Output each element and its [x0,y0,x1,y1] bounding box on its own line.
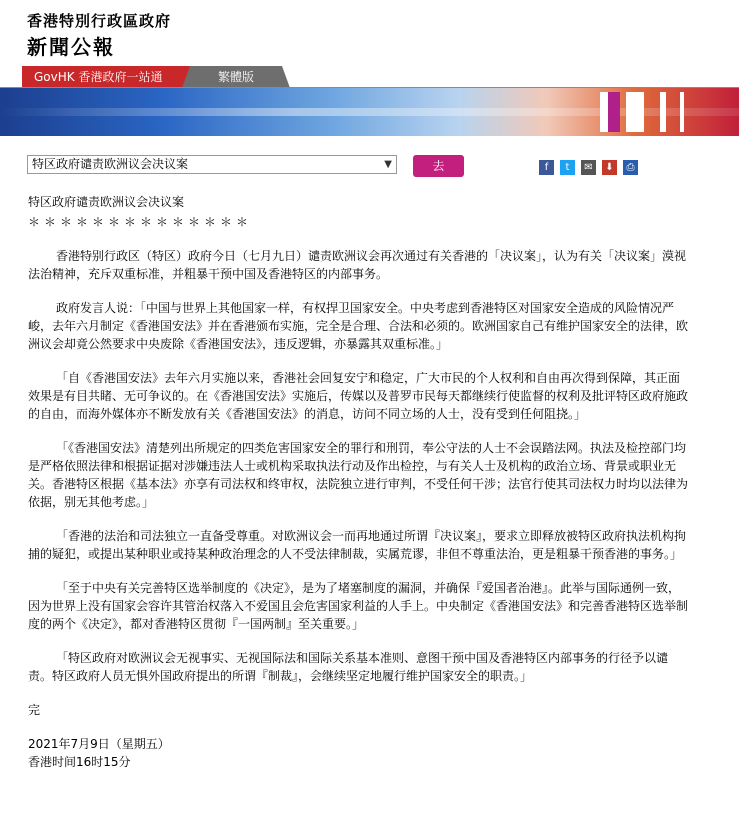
article-paragraph: 政府发言人说：「中国与世界上其他国家一样，有权捍卫国家安全。中央考虑到香港特区对国家安全造成的风险情况严峻，去年六月制定《香港国安法》并在香港颁布实施，完全是合理、合法和必须的。欧洲国家自己有维护国家安全的法律，欧洲议会却竟公然要求中央废除《香港国安法》，违反逻辑，亦暴露其双重标准。」 [28,301,689,351]
selected-title: 特区政府谴责欧洲议会决议案 [32,157,189,171]
article-body [28,193,688,771]
banner-block [680,92,684,132]
banner-block [608,92,620,132]
banner-block [626,92,644,132]
go-button[interactable]: 去 [413,155,464,177]
star-divider: ＊＊＊＊＊＊＊＊＊＊＊＊＊＊ [28,215,253,229]
release-time: 香港时间16时15分 [28,755,131,769]
traditional-chinese-link[interactable]: 繁體版 [190,66,282,88]
section-title: 新聞公報 [27,35,115,59]
twitter-icon[interactable]: t [560,160,575,175]
top-nav [0,66,739,88]
article-paragraph: 香港特别行政区（特区）政府今日（七月九日）谴责欧洲议会再次通过有关香港的「决议案」，认为有关「决议案」漠视法治精神，充斥双重标准，并粗暴干预中国及香港特区的内部事务。 [28,249,687,281]
press-release-select[interactable] [27,155,397,174]
chevron-down-icon: ▼ [384,159,392,170]
article-paragraph: 「香港的法治和司法独立一直备受尊重。对欧洲议会一而再地通过所谓『决议案』，要求立即释放被特区政府执法机构拘捕的疑犯，或提出某种职业或持某种政治理念的人不受法律制裁，实属荒谬，非但不尊重法治，更是粗暴干预香港的事务。」 [28,529,687,561]
govhk-link[interactable]: GovHK 香港政府一站通 [22,66,190,88]
banner-block [660,92,666,132]
banner-block [600,92,608,132]
article-paragraph: 「至于中央有关完善特区选举制度的《决定》，是为了堵塞制度的漏洞，并确保『爱国者治港』。此举与国际通例一致，因为世界上没有国家会容许其管治权落入不爱国且会危害国家利益的人手上。中央制定《香港国安法》和完善香港特区选举制度的两个《决定》，都对香港特区贯彻『一国两制』至关重要。」 [28,581,689,631]
article-title: 特区政府谴责欧洲议会决议案 [28,195,185,209]
article-paragraph: 「自《香港国安法》去年六月实施以来，香港社会回复安宁和稳定，广大市民的个人权利和自由再次得到保障，其正面效果是有目共睹、无可争议的。在《香港国安法》实施后，传媒以及普罗市民每天都继续行使监督的权利及批评特区政府施政的自由，而海外媒体亦不断发放有关《香港国安法》的消息，访问不同立场的人士，没有受到任何阻挠。」 [28,371,689,421]
decorative-banner [0,88,739,136]
article-paragraph: 「《香港国安法》清楚列出所规定的四类危害国家安全的罪行和刑罚，奉公守法的人士不会误踏法网。执法及检控部门均是严格依照法律和根据证据对涉嫌违法人士或机构采取执法行动及作出检控，与有关人士及机构的政治立场、背景或职业无关。香港特区根据《基本法》亦享有司法权和终审权，法院独立进行审判，不受任何干涉；法官行使其司法权力时均以法律为依据，别无其他考虑。」 [28,441,689,509]
article-paragraph: 「特区政府对欧洲议会无视事实、无视国际法和国际关系基本准则、意图干预中国及香港特区内部事务的行径予以谴责。特区政府人员无惧外国政府提出的所谓『制裁』，会继续坚定地履行维护国家安全的职责。」 [28,651,669,683]
print-icon[interactable]: ⎙ [623,160,638,175]
email-icon[interactable]: ✉ [581,160,596,175]
end-mark: 完 [28,703,41,717]
facebook-icon[interactable]: f [539,160,554,175]
release-date: 2021年7月9日（星期五） [28,737,170,751]
page-header [0,0,739,70]
gov-name: 香港特別行政區政府 [27,12,172,30]
download-icon[interactable]: ⬇ [602,160,617,175]
